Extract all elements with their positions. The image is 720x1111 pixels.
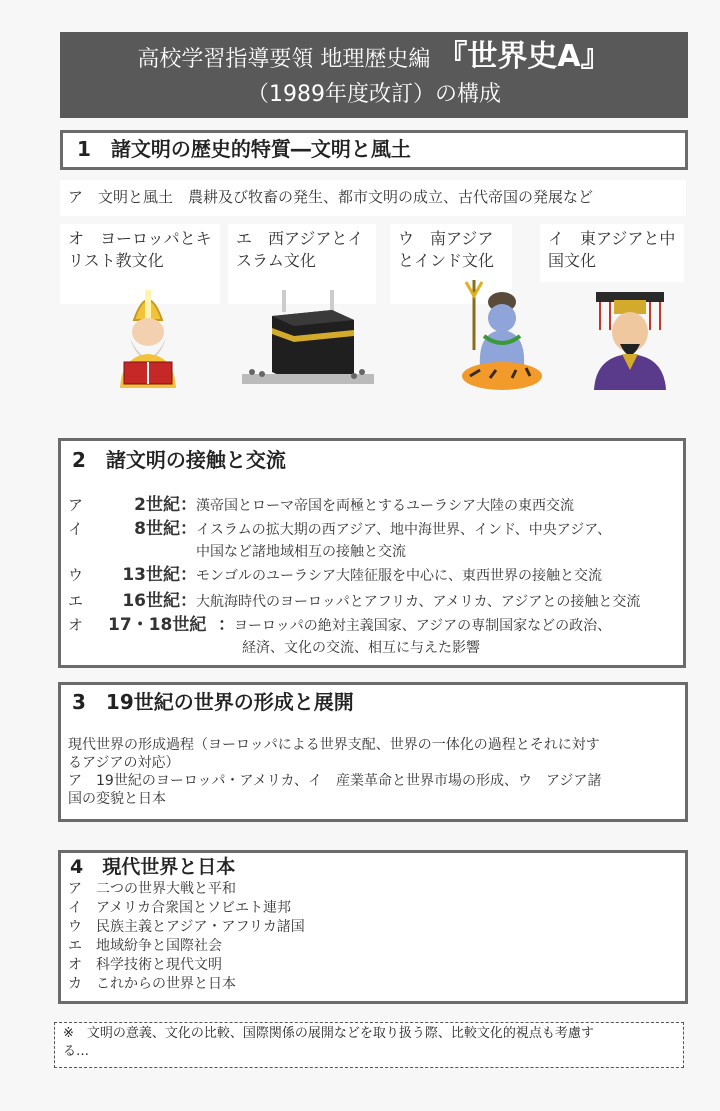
title-main: 『世界史A』 (437, 39, 611, 74)
section3-heading: 3 19世紀の世界の形成と展開 (72, 690, 354, 714)
s2-text: 大航海時代のヨーロッパとアフリカ、アメリカ、アジアとの接触と交流 (196, 594, 641, 610)
s2-century: 17・18世紀 (108, 615, 207, 635)
title-line2: （1989年度改訂）の構成 (247, 82, 501, 107)
s2-row-0: ア 2世紀：漢帝国とローマ帝国を両極とするユーラシア大陸の東西交流 (68, 495, 574, 515)
s4-item: オ 科学技術と現代文明 (68, 957, 222, 973)
emperor-icon (590, 290, 670, 390)
s2-text: ヨーロッパの絶対主義国家、アジアの専制国家などの政治、 (234, 618, 612, 634)
s2-label: ウ (68, 566, 84, 584)
s2-row-4-cont: 経済、文化の交流、相互に与えた影響 (242, 640, 480, 656)
s4-item: エ 地域紛争と国際社会 (68, 938, 222, 954)
title-banner (60, 32, 688, 118)
card-east-asia: イ 東アジアと中国文化 (540, 224, 684, 282)
section4-heading: 4 現代世界と日本 (70, 856, 236, 878)
s2-text: イスラムの拡大期の西アジア、地中海世界、インド、中央アジア、 (196, 522, 612, 538)
s3-line: 国の変貌と日本 (68, 791, 166, 807)
s2-text: 漢帝国とローマ帝国を両極とするユーラシア大陸の東西交流 (196, 498, 574, 514)
s2-century: 8世紀 (134, 519, 180, 539)
note-line2: る… (63, 1044, 90, 1059)
s3-line: るアジアの対応） (68, 755, 180, 771)
s2-label: エ (68, 592, 84, 610)
card-west-asia: エ 西アジアとイスラム文化 (228, 224, 376, 304)
kaaba-icon (242, 290, 374, 388)
s2-century: 13世紀 (122, 565, 180, 585)
card-south-asia: ウ 南アジアとインド文化 (390, 224, 512, 304)
section1-row-a: ア 文明と風土 農耕及び牧畜の発生、都市文明の成立、古代帝国の発展など (60, 180, 686, 216)
s4-item: ウ 民族主義とアジア・アフリカ諸国 (68, 919, 305, 935)
s2-row-1: イ 8世紀：イスラムの拡大期の西アジア、地中海世界、インド、中央アジア、 (68, 519, 612, 539)
s3-line: 現代世界の形成過程（ヨーロッパによる世界支配、世界の一体化の過程とそれに対す (68, 737, 600, 753)
shiva-icon (456, 280, 548, 394)
s2-row-1-cont: 中国など諸地域相互の接触と交流 (196, 544, 406, 560)
section3-text (68, 736, 601, 808)
note-box (54, 1022, 684, 1068)
s2-text: モンゴルのユーラシア大陸征服を中心に、東西世界の接触と交流 (196, 568, 602, 584)
s2-row-2: ウ 13世紀：モンゴルのユーラシア大陸征服を中心に、東西世界の接触と交流 (68, 565, 602, 585)
s2-row-4: オ 17・18世紀 ：ヨーロッパの絶対主義国家、アジアの専制国家などの政治、 (68, 615, 612, 635)
s4-item: カ これからの世界と日本 (68, 976, 236, 992)
s2-century: 16世紀 (122, 591, 180, 611)
section1-heading: 1 諸文明の歴史的特質―文明と風土 (60, 130, 688, 170)
pope-icon (110, 286, 186, 388)
s2-label: ア (68, 496, 84, 514)
section4-list (68, 880, 305, 994)
s2-row-3: エ 16世紀：大航海時代のヨーロッパとアフリカ、アメリカ、アジアとの接触と交流 (68, 591, 641, 611)
s2-label: イ (68, 520, 84, 538)
s2-century: 2世紀 (134, 495, 180, 515)
section2-heading: 2 諸文明の接触と交流 (72, 448, 286, 472)
card-europe: オ ヨーロッパとキリスト教文化 (60, 224, 220, 304)
title-line1 (60, 39, 688, 75)
s4-item: イ アメリカ合衆国とソビエト連邦 (68, 900, 292, 916)
title-prefix: 高校学習指導要領 地理歴史編 (137, 47, 431, 72)
note-line1: ※ 文明の意義、文化の比較、国際関係の展開などを取り扱う際、比較文化的視点も考慮す (63, 1026, 594, 1041)
s4-item: ア 二つの世界大戦と平和 (68, 881, 236, 897)
s3-line: ア 19世紀のヨーロッパ・アメリカ、イ 産業革命と世界市場の形成、ウ アジア諸 (68, 773, 602, 789)
s2-label: オ (68, 616, 84, 634)
